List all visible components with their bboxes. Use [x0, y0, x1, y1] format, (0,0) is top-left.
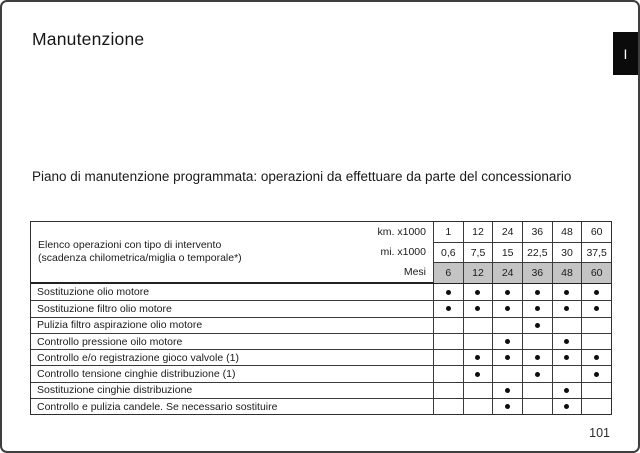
page-title: Manutenzione	[32, 29, 145, 49]
operation-label: Pulizia filtro aspirazione olio motore	[37, 319, 203, 332]
interval-cell	[522, 284, 552, 300]
header-description-line1: Elenco operazioni con tipo di intervento	[38, 239, 222, 251]
page-number: 101	[589, 426, 610, 440]
section-index-letter: I	[623, 45, 628, 62]
dot-marker	[594, 290, 599, 295]
header-value-cell: 60	[581, 262, 611, 283]
interval-cell	[581, 318, 611, 333]
interval-cell	[581, 301, 611, 316]
header-row-label: mi. x1000	[380, 246, 426, 258]
dot-marker	[505, 306, 510, 311]
interval-cell	[581, 350, 611, 365]
header-value-cell: 15	[492, 242, 522, 263]
header-value-cell: 48	[552, 222, 582, 242]
interval-cell	[552, 399, 582, 414]
header-row	[31, 262, 611, 282]
interval-cell	[433, 334, 463, 349]
interval-cell	[463, 301, 493, 316]
interval-cell	[433, 383, 463, 398]
table-row	[31, 317, 611, 333]
interval-cell	[463, 366, 493, 381]
header-value-cell: 60	[581, 222, 611, 242]
interval-cell	[463, 383, 493, 398]
interval-cell	[463, 350, 493, 365]
dot-marker	[564, 306, 569, 311]
dot-marker	[564, 388, 569, 393]
interval-cell	[581, 284, 611, 300]
interval-cell	[492, 366, 522, 381]
interval-cell	[492, 334, 522, 349]
interval-cell	[552, 350, 582, 365]
table-body	[31, 282, 611, 414]
interval-cell	[492, 318, 522, 333]
interval-cell	[492, 399, 522, 414]
header-value-cell: 7,5	[463, 242, 493, 263]
header-description	[38, 239, 242, 265]
operation-label: Sostituzione olio motore	[37, 286, 150, 299]
table-row	[31, 300, 611, 316]
header-value-cell: 6	[433, 262, 463, 283]
dot-marker	[505, 404, 510, 409]
section-subtitle: Piano di manutenzione programmata: operazioni da effettuare da parte del concessionario	[32, 169, 572, 184]
maintenance-schedule-table	[30, 221, 612, 415]
header-value-cell: 22,5	[522, 242, 552, 263]
operation-label: Controllo tensione cinghie distribuzione (1)	[37, 368, 236, 381]
operation-label: Sostituzione filtro olio motore	[37, 302, 172, 315]
interval-cell	[522, 366, 552, 381]
dot-marker	[535, 355, 540, 360]
interval-cell	[463, 284, 493, 300]
dot-marker	[564, 290, 569, 295]
dot-marker	[535, 323, 540, 328]
table-row	[31, 365, 611, 381]
table-row	[31, 382, 611, 398]
interval-cell	[552, 334, 582, 349]
interval-cell	[522, 301, 552, 316]
header-value-cell: 12	[463, 222, 493, 242]
dot-marker	[505, 339, 510, 344]
header-value-cell: 24	[492, 222, 522, 242]
interval-cell	[522, 350, 552, 365]
dot-marker	[475, 306, 480, 311]
interval-cell	[522, 318, 552, 333]
interval-cell	[522, 334, 552, 349]
dot-marker	[594, 306, 599, 311]
dot-marker	[535, 290, 540, 295]
header-value-cell: 24	[492, 262, 522, 283]
operation-label: Controllo e/o registrazione gioco valvole (1)	[37, 351, 239, 364]
interval-cell	[492, 383, 522, 398]
header-value-cell: 36	[522, 262, 552, 283]
interval-cell	[433, 318, 463, 333]
interval-cell	[552, 366, 582, 381]
table-header	[31, 222, 611, 282]
table-row	[31, 284, 611, 300]
dot-marker	[475, 372, 480, 377]
interval-cell	[552, 318, 582, 333]
interval-cell	[433, 350, 463, 365]
header-value-cell: 12	[463, 262, 493, 283]
interval-cell	[433, 284, 463, 300]
dot-marker	[505, 355, 510, 360]
table-row	[31, 398, 611, 414]
interval-cell	[492, 350, 522, 365]
header-value-cell: 30	[552, 242, 582, 263]
interval-cell	[492, 284, 522, 300]
dot-marker	[446, 306, 451, 311]
interval-cell	[433, 301, 463, 316]
operation-label: Sostituzione cinghie distribuzione	[37, 384, 193, 397]
interval-cell	[433, 366, 463, 381]
dot-marker	[564, 404, 569, 409]
dot-marker	[594, 355, 599, 360]
header-row-label: Mesi	[403, 266, 426, 278]
interval-cell	[463, 399, 493, 414]
header-value-cell: 36	[522, 222, 552, 242]
interval-cell	[552, 284, 582, 300]
interval-cell	[522, 383, 552, 398]
operation-label: Controllo pressione oilo motore	[37, 335, 183, 348]
interval-cell	[552, 383, 582, 398]
header-value-cell: 0,6	[433, 242, 463, 263]
dot-marker	[475, 290, 480, 295]
header-row-label: km. x1000	[377, 226, 426, 238]
dot-marker	[505, 290, 510, 295]
dot-marker	[475, 355, 480, 360]
dot-marker	[564, 339, 569, 344]
interval-cell	[552, 301, 582, 316]
operation-label: Controllo e pulizia candele. Se necessario sostituire	[37, 400, 278, 413]
section-index-tab	[613, 32, 638, 75]
header-value-cell: 48	[552, 262, 582, 283]
header-description-line2: (scadenza chilometrica/miglia o temporale*)	[38, 252, 242, 264]
interval-cell	[581, 383, 611, 398]
interval-cell	[522, 399, 552, 414]
interval-cell	[463, 318, 493, 333]
dot-marker	[535, 372, 540, 377]
interval-cell	[581, 399, 611, 414]
dot-marker	[564, 355, 569, 360]
dot-marker	[535, 306, 540, 311]
interval-cell	[581, 366, 611, 381]
interval-cell	[433, 399, 463, 414]
dot-marker	[446, 290, 451, 295]
interval-cell	[581, 334, 611, 349]
header-value-cell: 37,5	[581, 242, 611, 263]
header-value-cell: 1	[433, 222, 463, 242]
interval-cell	[463, 334, 493, 349]
table-row	[31, 349, 611, 365]
dot-marker	[594, 372, 599, 377]
dot-marker	[505, 388, 510, 393]
interval-cell	[492, 301, 522, 316]
table-row	[31, 333, 611, 349]
